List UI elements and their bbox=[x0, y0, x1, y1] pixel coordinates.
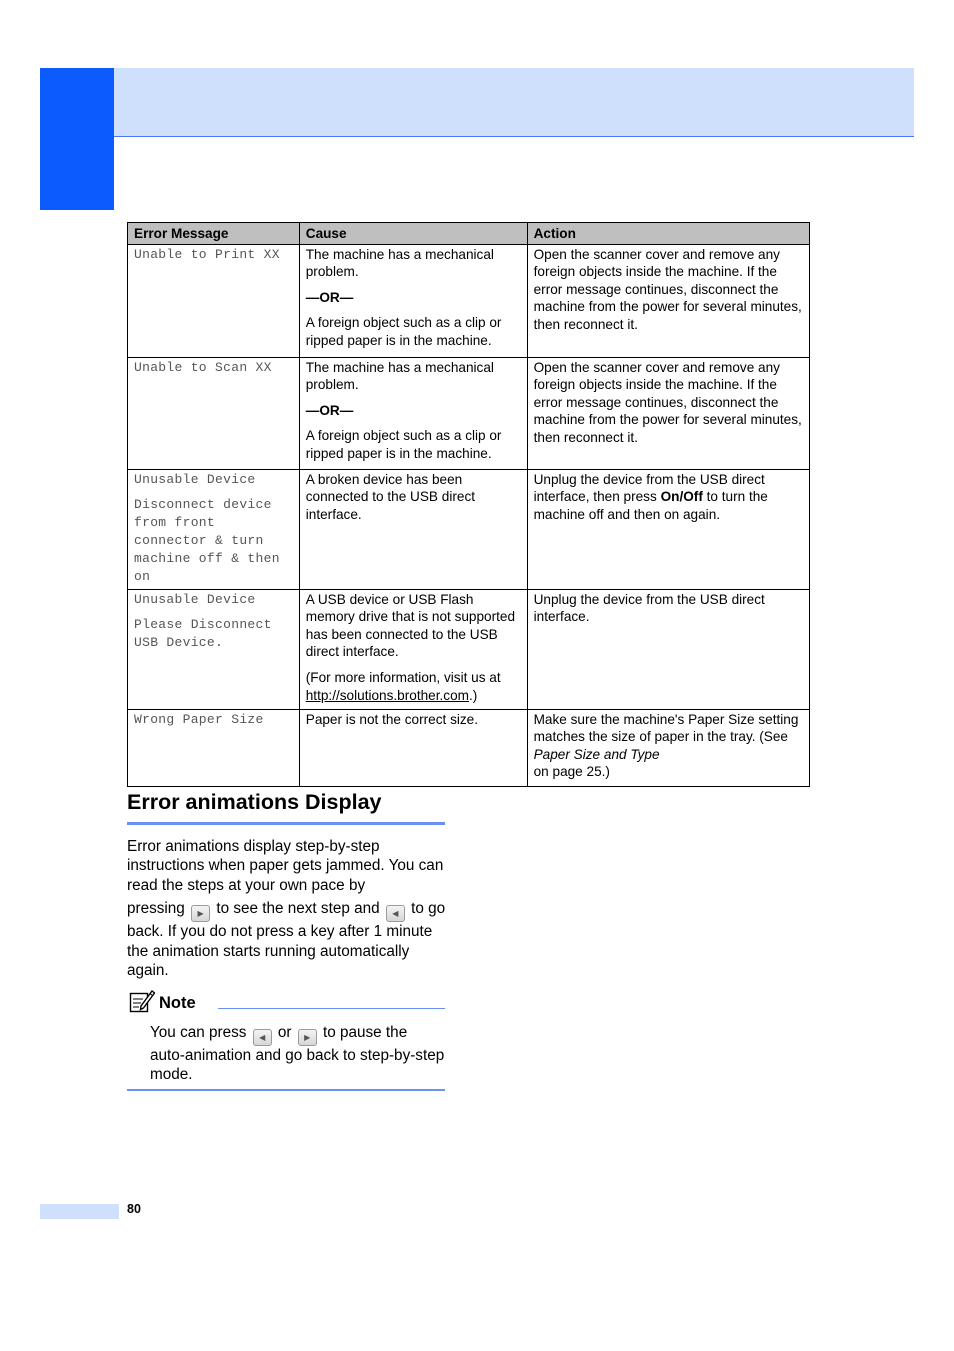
cause-cell bbox=[299, 589, 527, 709]
note-body bbox=[150, 1023, 445, 1085]
body-paragraph: Error animations display step-by-step instructions when paper gets jammed. You can read the steps at your own pace by bbox=[127, 838, 444, 894]
cross-reference: Paper Size and Type bbox=[533, 746, 660, 762]
error-message-text: Unusable Device bbox=[134, 471, 256, 487]
cause-text-part: (For more information, visit us at bbox=[305, 669, 501, 685]
note-label: Note bbox=[159, 994, 196, 1012]
body-text: to see the next step and bbox=[212, 900, 384, 918]
error-message-detail: Please Disconnect USB Device. bbox=[134, 616, 272, 650]
footer-bar bbox=[40, 1204, 119, 1219]
error-message-text: Unable to Scan XX bbox=[134, 359, 272, 375]
note-bottom-rule bbox=[127, 1089, 445, 1091]
note-pencil-icon bbox=[129, 989, 155, 1013]
body-paragraph bbox=[127, 899, 447, 980]
error-message-text: Wrong Paper Size bbox=[134, 711, 264, 727]
cause-text-part: .) bbox=[468, 687, 478, 703]
action-text: on page 25.) bbox=[533, 764, 610, 780]
on-off-key-label: On/Off bbox=[660, 489, 703, 505]
body-text: to go back. If you do not press a key after 1 minute the animation starts running automatically again. bbox=[127, 900, 446, 980]
error-message-cell bbox=[128, 709, 300, 786]
right-arrow-key-icon: ▶ bbox=[191, 905, 210, 922]
left-arrow-key-icon: ◀ bbox=[386, 905, 405, 922]
table-row bbox=[128, 244, 810, 357]
table-row bbox=[128, 469, 810, 589]
action-text: to turn the machine off and then on again. bbox=[533, 489, 768, 522]
header-band bbox=[114, 68, 914, 137]
chapter-tab-block bbox=[40, 68, 114, 210]
action-cell bbox=[527, 469, 809, 589]
body-text: pressing bbox=[127, 900, 190, 918]
table-row bbox=[128, 589, 810, 709]
table-row bbox=[128, 709, 810, 786]
action-cell bbox=[527, 709, 809, 786]
section-heading-rule bbox=[127, 822, 445, 825]
error-message-cell bbox=[128, 469, 300, 589]
left-arrow-key-icon: ◀ bbox=[253, 1029, 272, 1046]
note-rule bbox=[218, 1008, 445, 1009]
right-arrow-key-icon: ▶ bbox=[298, 1029, 317, 1046]
cause-text: A foreign object such as a clip or ripped paper is in the machine. bbox=[305, 315, 502, 348]
action-cell: Open the scanner cover and remove any foreign objects inside the machine. If the error message continues, disconnect the machine from the power for several minutes, then reconnect it. bbox=[527, 244, 809, 357]
action-text: Unplug the device from the USB direct interface, then press bbox=[533, 471, 765, 505]
cause-text: The machine has a mechanical problem. bbox=[305, 359, 494, 393]
error-message-detail: Disconnect device from front connector & turn machine off & then on bbox=[134, 496, 280, 584]
note-header bbox=[129, 989, 445, 1013]
cause-cell: A broken device has been connected to the USB direct interface. bbox=[299, 469, 527, 589]
or-separator: —OR— bbox=[305, 289, 354, 305]
action-cell: Unplug the device from the USB direct interface. bbox=[527, 589, 809, 709]
error-message-table bbox=[127, 222, 810, 787]
note-text: You can press bbox=[150, 1024, 251, 1041]
column-header-cause: Cause bbox=[299, 223, 527, 245]
cause-text bbox=[306, 669, 522, 704]
cause-text: A foreign object such as a clip or ripped paper is in the machine. bbox=[305, 428, 502, 461]
column-header-action: Action bbox=[527, 223, 809, 245]
section-heading: Error animations Display bbox=[127, 790, 382, 814]
cause-cell: Paper is not the correct size. bbox=[299, 709, 527, 786]
cause-cell bbox=[299, 357, 527, 469]
action-text: Make sure the machine's Paper Size setting matches the size of paper in the tray. (See bbox=[533, 711, 799, 745]
error-message-text: Unable to Print XX bbox=[134, 246, 280, 262]
cause-text: A USB device or USB Flash memory drive that is not supported has been connected to the USB direct interface. bbox=[305, 591, 516, 660]
column-header-error-message: Error Message bbox=[128, 223, 300, 245]
section-body bbox=[127, 837, 447, 980]
error-message-cell bbox=[128, 357, 300, 469]
table-header-row bbox=[128, 223, 810, 245]
action-cell: Open the scanner cover and remove any foreign objects inside the machine. If the error message continues, disconnect the machine from the power for several minutes, then reconnect it. bbox=[527, 357, 809, 469]
note-text: to pause the auto-animation and go back to step-by-step mode. bbox=[150, 1024, 445, 1084]
support-website-link[interactable]: http://solutions.brother.com bbox=[305, 687, 469, 703]
table-row bbox=[128, 357, 810, 469]
cause-cell bbox=[299, 244, 527, 357]
error-message-text: Unusable Device bbox=[134, 591, 256, 607]
error-message-cell bbox=[128, 589, 300, 709]
page-number: 80 bbox=[127, 1202, 141, 1216]
error-message-cell bbox=[128, 244, 300, 357]
cause-text: The machine has a mechanical problem. bbox=[305, 246, 494, 280]
note-text: or bbox=[273, 1024, 296, 1041]
or-separator: —OR— bbox=[305, 402, 354, 418]
